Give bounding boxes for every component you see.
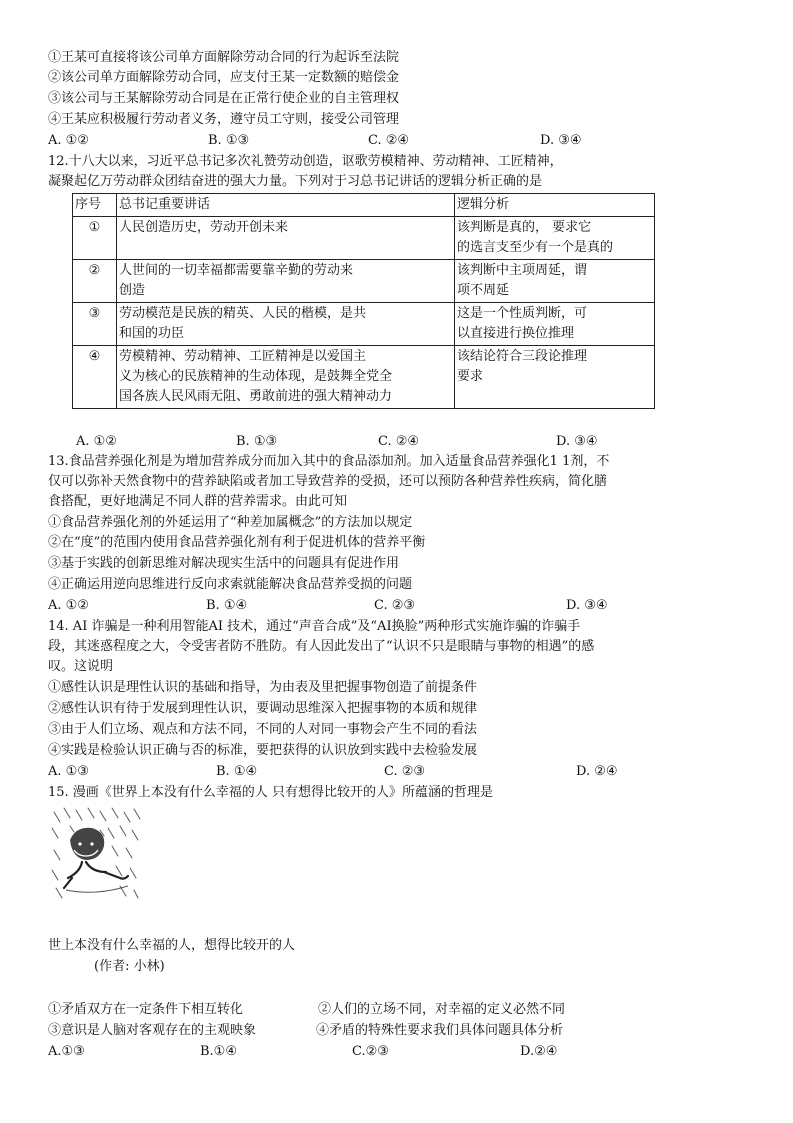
- speech-line: 劳动模范是民族的精英、人民的楷模，是共: [119, 306, 367, 321]
- row-analysis: [455, 346, 655, 409]
- q14-option-2: ②感性认识有待于发展到理性认识，要调动思维深入把握事物的本质和规律: [48, 701, 478, 716]
- q14-stem-line-3: 叹。这说明: [48, 659, 114, 674]
- q15-option-2: ②人们的立场不同，对幸福的定义必然不同: [318, 1002, 566, 1017]
- q11-choice-d[interactable]: D. ③④: [540, 133, 582, 148]
- q13-option-2: ②在“度”的范围内使用食品营养强化剂有利于促进机体的营养平衡: [48, 535, 426, 550]
- q12-stem-line-1: 12.十八大以来，习近平总书记多次礼赞劳动创造，讴歌劳模精神、劳动精神、工匠精神，: [48, 154, 563, 169]
- q14-choice-c[interactable]: C. ②③: [384, 764, 426, 779]
- analysis-line: 这是一个性质判断，可: [457, 306, 588, 321]
- speech-line: 劳模精神、劳动精神、工匠精神是以爱国主: [119, 349, 367, 364]
- table-row: [73, 346, 655, 409]
- q14-option-1: ①感性认识是理性认识的基础和指导，为由表及里把握事物创造了前提条件: [48, 680, 478, 695]
- q15-stem: 15. 漫画《世界上本没有什么幸福的人 只有想得比较开的人》所蕴涵的哲理是: [48, 785, 493, 800]
- row-analysis: [455, 303, 655, 346]
- q12-choice-a[interactable]: A. ①②: [76, 434, 117, 449]
- q14-choice-d[interactable]: D. ②④: [576, 764, 618, 779]
- q11-option-3: ③该公司与王某解除劳动合同是在正常行使企业的自主管理权: [48, 91, 400, 106]
- row-number: ②: [73, 260, 117, 303]
- analysis-line: 该结论符合三段论推理: [457, 349, 588, 364]
- row-number: ①: [73, 217, 117, 260]
- q13-stem-line-1: 13.食品营养强化剂是为增加营养成分而加入其中的食品添加剂。加入适量食品营养强化1 1剂，不: [48, 454, 610, 469]
- row-speech: [117, 260, 455, 303]
- speech-line: 和国的功臣: [119, 326, 185, 341]
- q11-choice-a[interactable]: A. ①②: [48, 133, 89, 148]
- q13-choice-a[interactable]: A. ①②: [48, 598, 89, 613]
- q14-stem-line-2: 段，其迷惑程度之大，令受害者防不胜防。有人因此发出了“认识不只是眼睛与事物的相遇”的感: [48, 639, 595, 654]
- speech-line: 义为核心的民族精神的生动体现，是鼓舞全党全: [119, 369, 393, 384]
- table-row: [73, 217, 655, 260]
- q12-stem-line-2: 凝聚起亿万劳动群众团结奋进的强大力量。下列对于习总书记讲话的逻辑分析正确的是: [48, 174, 543, 189]
- q11-option-2: ②该公司单方面解除劳动合同，应支付王某一定数额的赔偿金: [48, 70, 400, 85]
- q13-choice-c[interactable]: C. ②③: [374, 598, 416, 613]
- row-analysis: [455, 260, 655, 303]
- q11-choice-b[interactable]: B. ①③: [208, 133, 250, 148]
- q15-choice-d[interactable]: D.②④: [520, 1044, 558, 1059]
- q13-choice-b[interactable]: B. ①④: [206, 598, 248, 613]
- table-row: [73, 303, 655, 346]
- cartoon-caption: 世上本没有什么幸福的人，想得比较开的人: [48, 938, 296, 953]
- analysis-line: 要求: [457, 369, 484, 384]
- header-analysis: 逻辑分析: [455, 194, 655, 217]
- analysis-line: 该判断中主项周延，谓: [457, 263, 588, 278]
- header-speech: 总书记重要讲话: [117, 194, 455, 217]
- table-header-row: [73, 194, 655, 217]
- q15-choice-c[interactable]: C.②③: [352, 1044, 389, 1059]
- q15-choice-b[interactable]: B.①④: [200, 1044, 237, 1059]
- q13-option-1: ①食品营养强化剂的外延运用了“种差加属概念”的方法加以规定: [48, 515, 413, 530]
- analysis-line: 项不周延: [457, 283, 510, 298]
- q12-choice-d[interactable]: D. ③④: [556, 434, 598, 449]
- analysis-line: 的选言支至少有一个是真的: [457, 240, 614, 255]
- cartoon-rain-image: [50, 806, 142, 906]
- q12-choice-c[interactable]: C. ②④: [378, 434, 420, 449]
- analysis-line: 该判断是真的， 要求它: [457, 220, 592, 235]
- header-number: 序号: [73, 194, 117, 217]
- q12-logic-table: [72, 193, 655, 409]
- q15-option-3: ③意识是人脑对客观存在的主观映象: [48, 1023, 257, 1038]
- q14-option-4: ④实践是检验认识正确与否的标准，要把获得的认识放到实践中去检验发展: [48, 743, 478, 758]
- q14-option-3: ③由于人们立场、观点和方法不同，不同的人对同一事物会产生不同的看法: [48, 722, 478, 737]
- row-speech: [117, 303, 455, 346]
- q13-choice-d[interactable]: D. ③④: [566, 598, 608, 613]
- speech-line: 人民创造历史，劳动开创未来: [119, 220, 289, 235]
- q14-choice-a[interactable]: A. ①③: [48, 764, 89, 779]
- q13-stem-line-3: 食搭配，更好地满足不同人群的营养需求。由此可知: [48, 494, 348, 509]
- row-analysis: [455, 217, 655, 260]
- row-speech: [117, 217, 455, 260]
- cartoon-author: (作者: 小林): [94, 959, 165, 974]
- q11-option-4: ④王某应积极履行劳动者义务，遵守员工守则，接受公司管理: [48, 112, 400, 127]
- q14-stem-line-1: 14. AI 诈骗是一种利用智能AI 技术，通过“声音合成”及“AI换脸”两种形式实施诈骗的诈骗手: [48, 619, 581, 634]
- q14-choice-b[interactable]: B. ①④: [216, 764, 258, 779]
- speech-line: 人世间的一切幸福都需要靠辛勤的劳动来: [119, 263, 354, 278]
- speech-line: 创造: [119, 283, 146, 298]
- row-speech: [117, 346, 455, 409]
- table-row: [73, 260, 655, 303]
- row-number: ③: [73, 303, 117, 346]
- q12-choice-b[interactable]: B. ①③: [236, 434, 278, 449]
- q15-option-1: ①矛盾双方在一定条件下相互转化: [48, 1002, 244, 1017]
- q11-option-1: ①王某可直接将该公司单方面解除劳动合同的行为起诉至法院: [48, 50, 400, 65]
- row-number: ④: [73, 346, 117, 409]
- q11-choice-c[interactable]: C. ②④: [368, 133, 410, 148]
- analysis-line: 以直接进行换位推理: [457, 326, 575, 341]
- speech-line: 国各族人民风雨无阻、勇敢前进的强大精神动力: [119, 389, 393, 404]
- q13-option-3: ③基于实践的创新思维对解决现实生活中的问题具有促进作用: [48, 556, 400, 571]
- q13-option-4: ④正确运用逆向思维进行反向求索就能解决食品营养受损的问题: [48, 577, 413, 592]
- q15-option-4: ④矛盾的特殊性要求我们具体问题具体分析: [316, 1023, 564, 1038]
- q15-choice-a[interactable]: A.①③: [48, 1044, 85, 1059]
- q13-stem-line-2: 仅可以弥补天然食物中的营养缺陷或者加工导致营养的受损，还可以预防各种营养性疾病，简化膳: [48, 474, 608, 489]
